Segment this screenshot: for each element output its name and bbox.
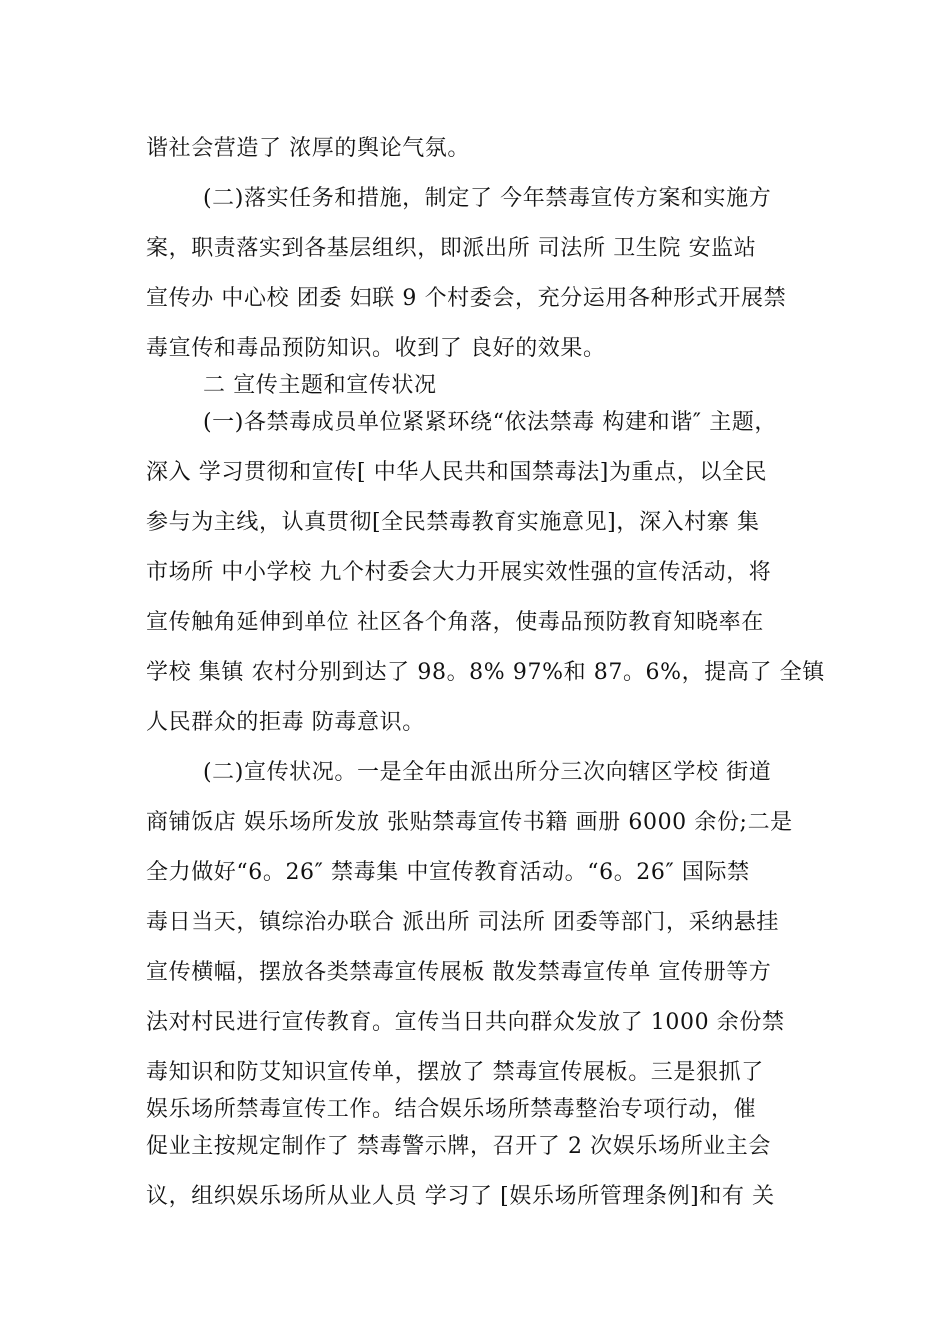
text-line: 毒宣传和毒品预防知识。收到了 良好的效果。: [146, 336, 606, 361]
text-line: 宣传触角延伸到单位 社区各个角落，使毒品预防教育知晓率在: [146, 610, 764, 635]
text-line: 毒知识和防艾知识宣传单，摆放了 禁毒宣传展板。三是狠抓了: [146, 1060, 764, 1085]
text-line: 市场所 中小学校 九个村委会大力开展实效性强的宣传活动，将: [146, 560, 772, 585]
text-line: 商铺饭店 娱乐场所发放 张贴禁毒宣传书籍 画册 6000 余份;二是: [146, 810, 793, 835]
text-line: 法对村民进行宣传教育。宣传当日共向群众发放了 1000 余份禁: [146, 1010, 785, 1035]
text-line: 毒日当天，镇综治办联合 派出所 司法所 团委等部门，采纳悬挂: [146, 910, 779, 935]
text-line: (二)落实任务和措施，制定了 今年禁毒宣传方案和实施方: [203, 186, 772, 211]
text-line: 宣传办 中心校 团委 妇联 9 个村委会，充分运用各种形式开展禁: [146, 286, 787, 311]
text-line: 促业主按规定制作了 禁毒警示牌，召开了 2 次娱乐场所业主会: [146, 1134, 771, 1159]
text-line: 案，职责落实到各基层组织，即派出所 司法所 卫生院 安监站: [146, 236, 757, 261]
text-line: 人民群众的拒毒 防毒意识。: [146, 710, 425, 735]
text-line: 娱乐场所禁毒宣传工作。结合娱乐场所禁毒整治专项行动，催: [146, 1097, 757, 1122]
text-line: 宣传横幅，摆放各类禁毒宣传展板 散发禁毒宣传单 宣传册等方: [146, 960, 772, 985]
section-heading: 二 宣传主题和宣传状况: [203, 373, 437, 398]
text-line: (二)宣传状况。一是全年由派出所分三次向辖区学校 街道: [203, 760, 772, 785]
text-line: 学校 集镇 农村分别到达了 98。8% 97%和 87。6%，提高了 全镇: [146, 660, 825, 685]
text-line: 全力做好“6。26″ 禁毒集 中宣传教育活动。“6。26″ 国际禁: [146, 860, 750, 885]
text-line: 深入 学习贯彻和宣传[ 中华人民共和国禁毒法]为重点，以全民: [146, 460, 768, 485]
text-line: 议，组织娱乐场所从业人员 学习了 [娱乐场所管理条例]和有 关: [146, 1184, 775, 1209]
text-line: 参与为主线，认真贯彻[全民禁毒教育实施意见]，深入村寨 集: [146, 510, 760, 535]
text-line: 谐社会营造了 浓厚的舆论气氛。: [146, 136, 470, 161]
text-line: (一)各禁毒成员单位紧紧环绕“依法禁毒 构建和谐″ 主题，: [203, 410, 778, 435]
